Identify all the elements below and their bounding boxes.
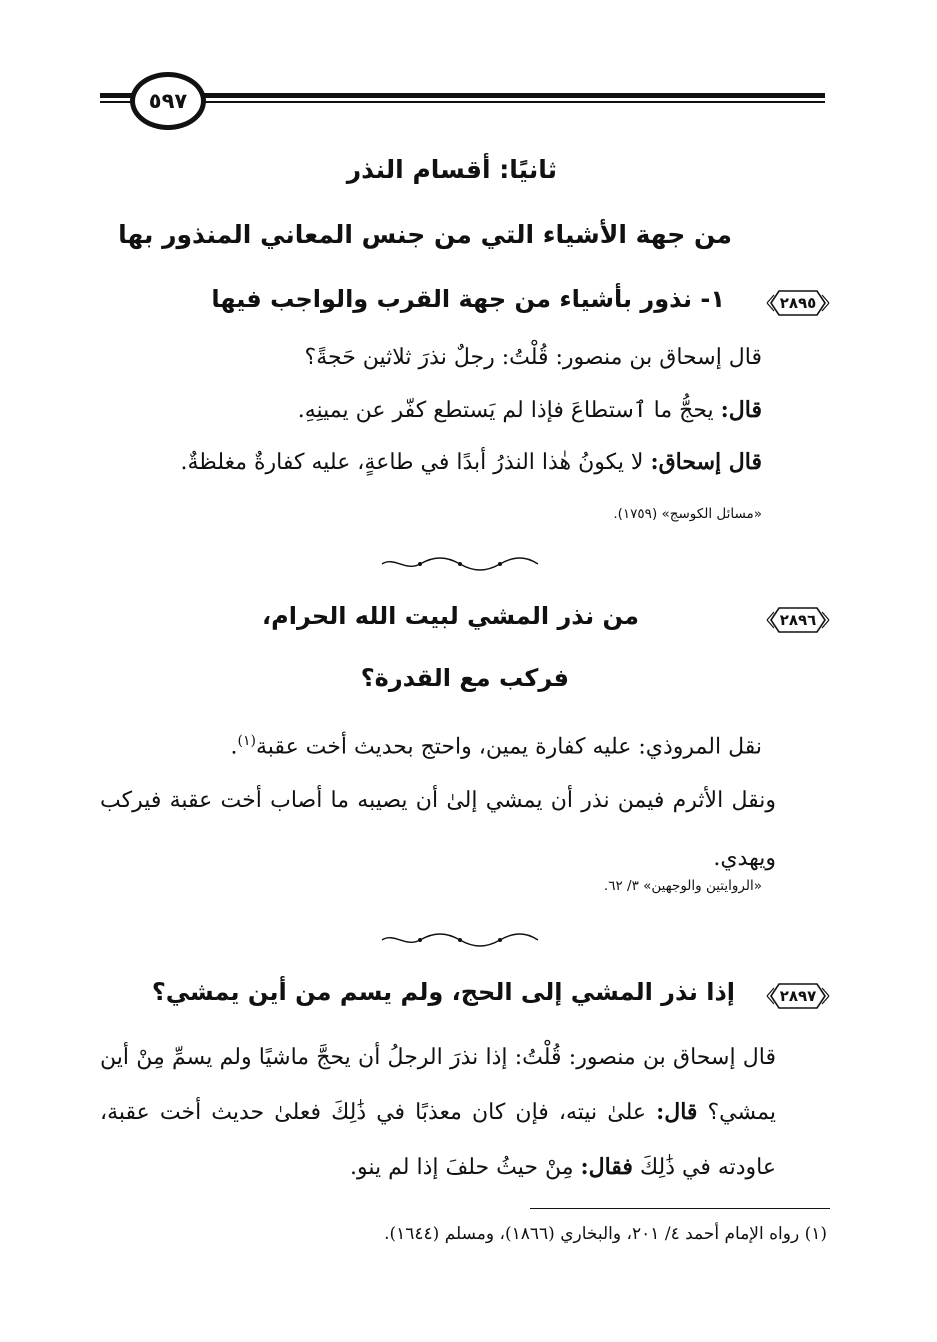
header-rule-thin bbox=[100, 101, 825, 103]
source-citation: «مسائل الكوسج» (١٧٥٩). bbox=[613, 506, 762, 522]
line-text: قال إسحاق بن منصور: قُلْتُ: رجلٌ نذرَ ثلاثين حَجةً؟ bbox=[304, 345, 762, 370]
paragraph-text: قال إسحاق بن منصور: قُلْتُ: إذا نذرَ الرجلُ أن يحجَّ ماشيًا ولم يسمِّ مِنْ أين يمشي؟ bbox=[100, 1045, 776, 1125]
paragraph bbox=[100, 719, 762, 769]
section-subtitle: من جهة الأشياء التي من جنس المعاني المنذور بها bbox=[118, 220, 732, 249]
line-text: يحجُّ ما ٱستطاعَ فإذا لم يَستطع كفّر عن يمينِهِ. bbox=[297, 398, 721, 423]
paragraph: ونقل الأثرم فيمن نذر أن يمشي إلىٰ أن يصيبه ما أصاب أخت عقبة فيركب ويهدي. bbox=[100, 788, 776, 871]
paragraph bbox=[100, 1030, 776, 1195]
entry-heading: إذا نذر المشي إلى الحج، ولم يسم من أين يمشي؟ bbox=[151, 978, 735, 1006]
entry-number: ٢٨٩٧ bbox=[779, 987, 817, 1005]
speaker-label: قال: bbox=[720, 397, 762, 423]
entry-number-badge bbox=[765, 979, 831, 1013]
footnote-separator bbox=[530, 1208, 830, 1209]
text-line bbox=[305, 345, 762, 370]
entry-heading-continued: فركب مع القدرة؟ bbox=[360, 664, 569, 692]
section-title: ثانيًا: أقسام النذر bbox=[346, 155, 557, 184]
page-number-badge bbox=[130, 72, 206, 130]
speaker-label: قال إسحاق: bbox=[650, 449, 762, 475]
line-text: لا يكونُ هٰذا النذرُ أبدًا في طاعةٍ، عليه كفارةٌ مغلظةٌ. bbox=[180, 450, 651, 475]
paragraph-text: نقل المروذي: عليه كفارة يمين، واحتج بحديث أخت عقبة bbox=[256, 734, 762, 760]
entry-number: ٢٨٩٦ bbox=[779, 611, 817, 629]
footnote-ref[interactable]: (١) bbox=[237, 733, 256, 749]
header-rule-thick bbox=[100, 93, 825, 98]
paragraph-text: مِنْ حيثُ حلفَ إذا لم ينو. bbox=[350, 1155, 581, 1180]
paragraph-text: علىٰ نيته، فإن كان معذبًا في ذَٰلِكَ فعلىٰ حديث أخت عقبة، عاودته في ذَٰلِكَ bbox=[100, 1100, 776, 1180]
ornament-divider-icon bbox=[380, 933, 540, 947]
footnote: (١) رواه الإمام أحمد ٤/ ٢٠١، والبخاري (١٨٦٦)، ومسلم (١٦٤٤). bbox=[384, 1224, 827, 1244]
entry-heading: من نذر المشي لبيت الله الحرام، bbox=[262, 602, 639, 630]
entry-heading: ١- نذور بأشياء من جهة القرب والواجب فيها bbox=[211, 285, 725, 313]
speaker-label: فقال: bbox=[580, 1154, 633, 1180]
page-number: ٥٩٧ bbox=[148, 89, 188, 113]
paragraph-end: . bbox=[230, 734, 238, 760]
text-line bbox=[181, 449, 762, 475]
ornament-divider-icon bbox=[380, 557, 540, 571]
entry-number-badge bbox=[765, 286, 831, 320]
entry-number: ٢٨٩٥ bbox=[779, 294, 817, 312]
speaker-label: قال: bbox=[656, 1099, 698, 1125]
source-citation: «الروايتين والوجهين» ٣/ ٦٢. bbox=[603, 878, 762, 894]
entry-number-badge bbox=[765, 603, 831, 637]
text-line bbox=[298, 397, 762, 423]
